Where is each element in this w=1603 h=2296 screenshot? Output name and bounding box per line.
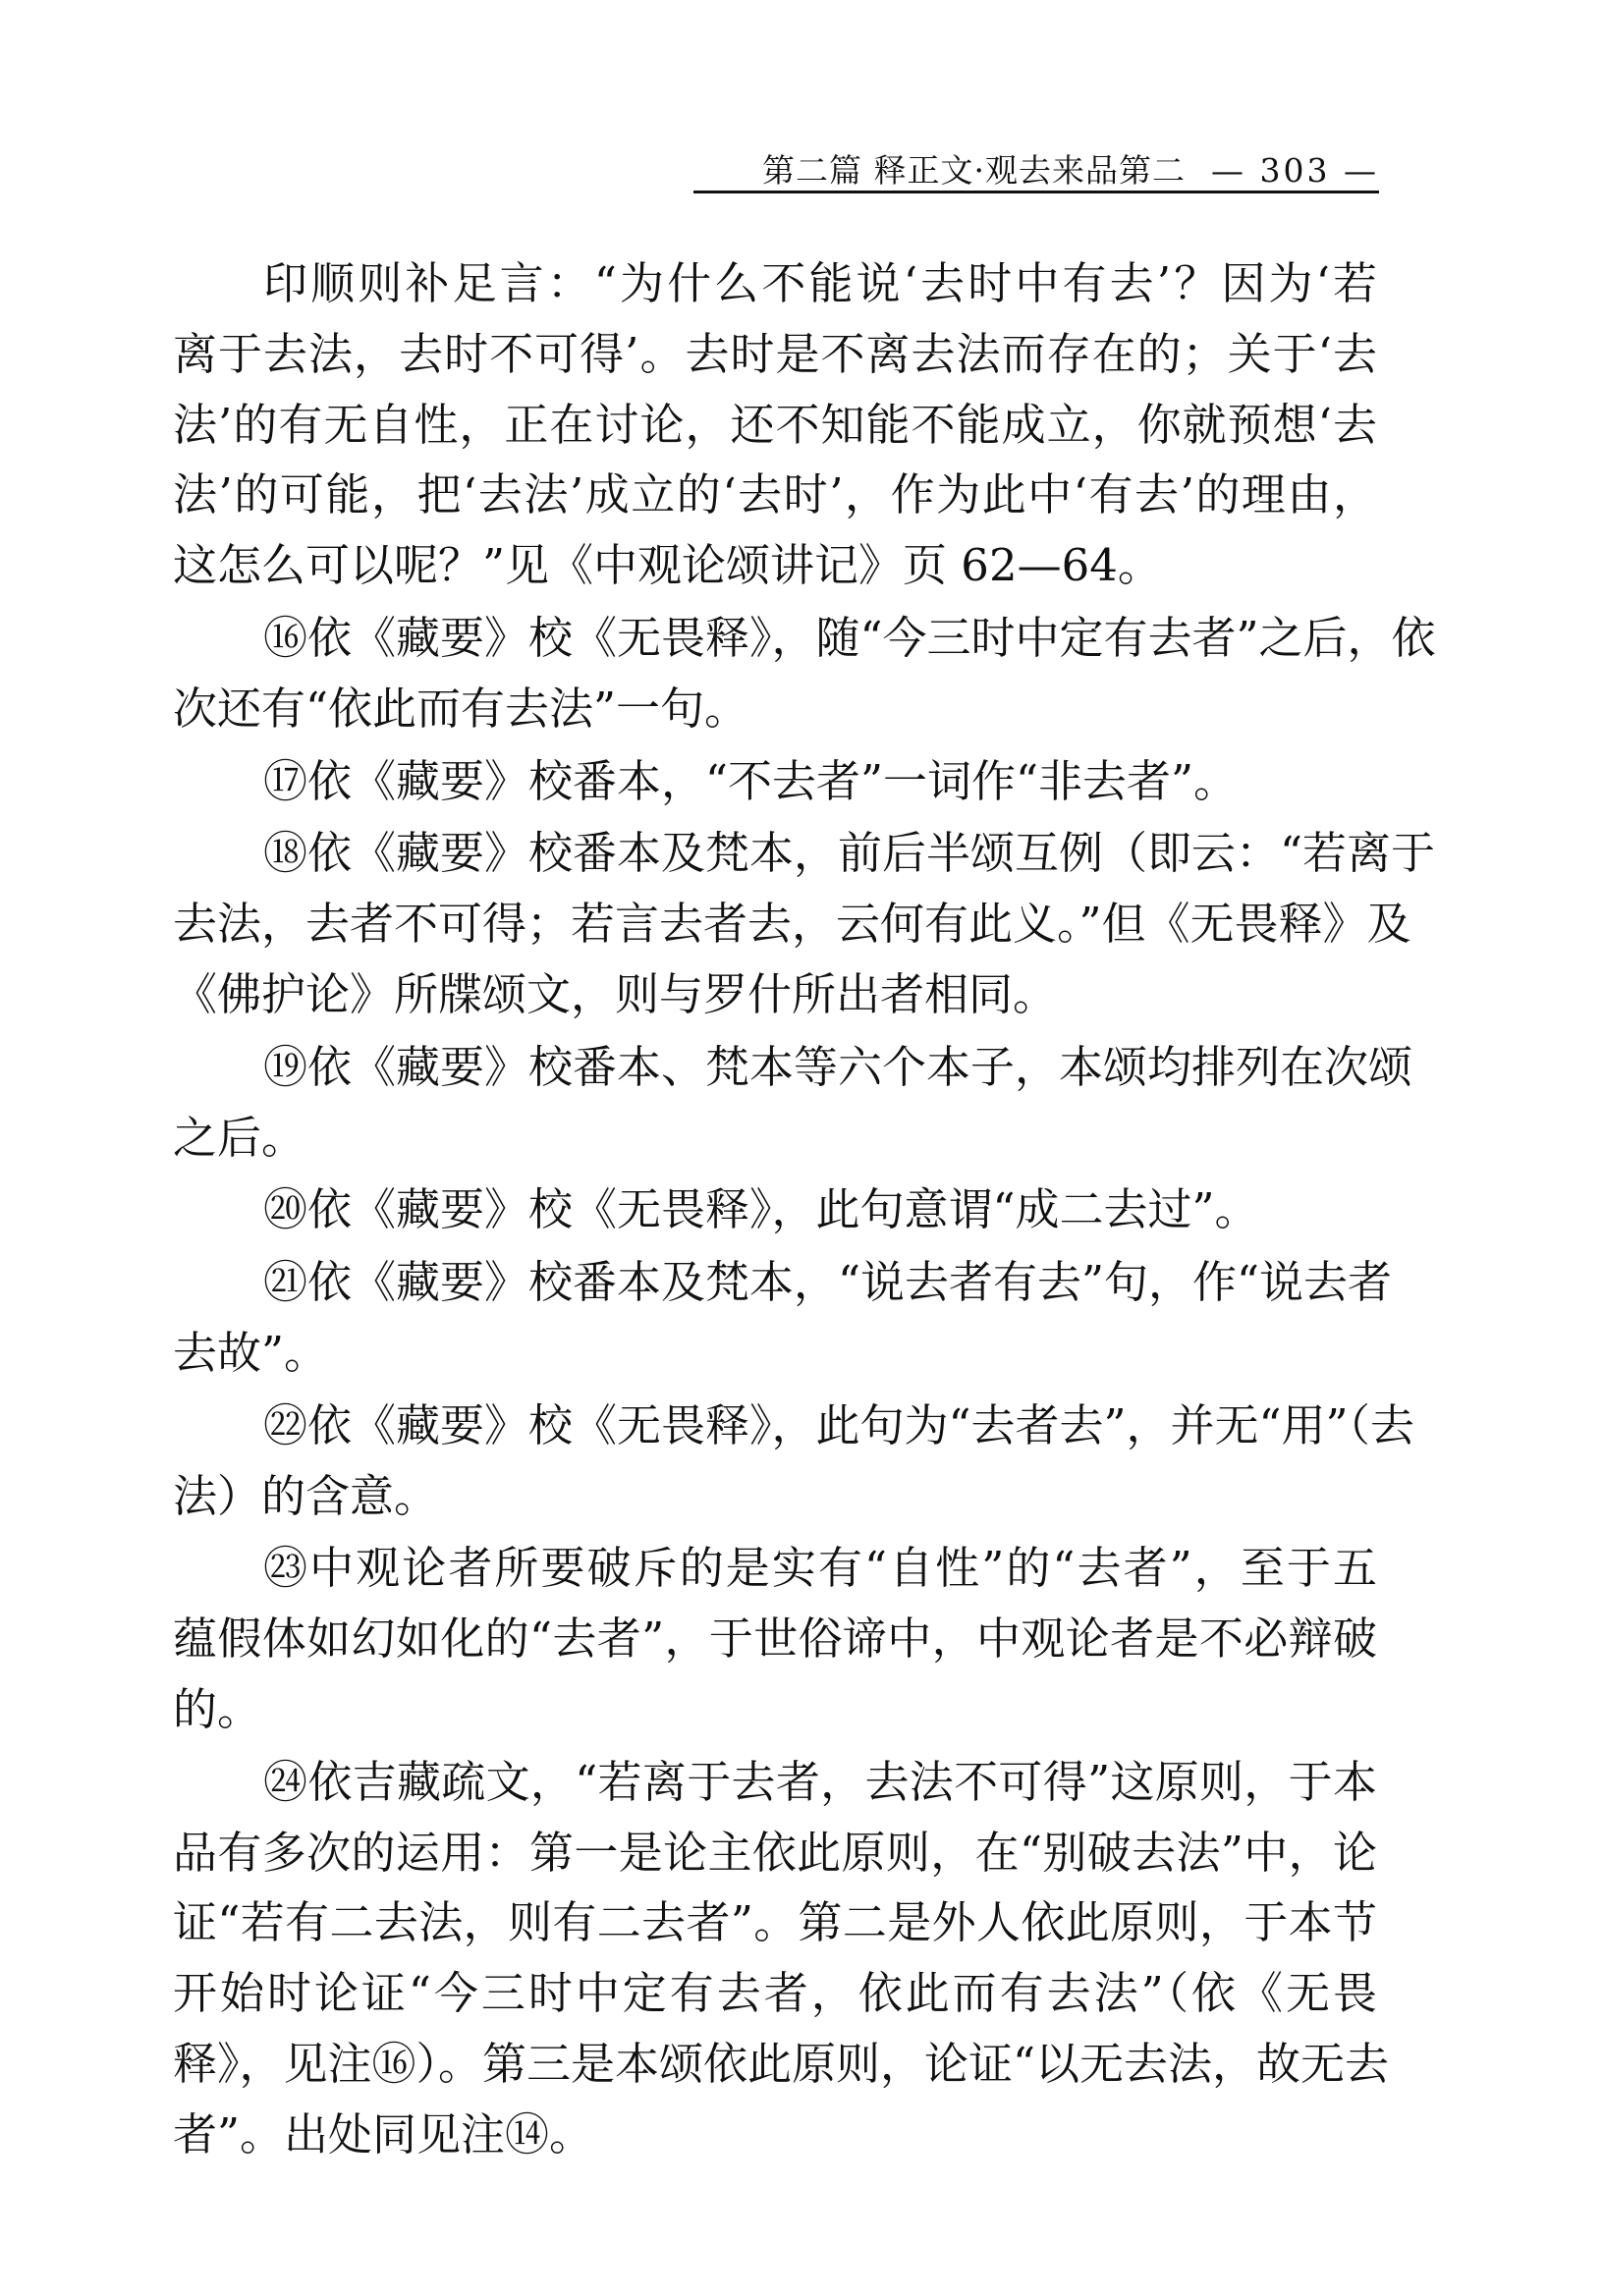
footnote-paragraph — [173, 746, 1377, 817]
footnote-paragraph — [173, 1032, 1413, 1174]
text-line: 法’的有无自性，正在讨论，还不知能不能成立，你就预想‘去 — [173, 398, 1377, 451]
text-line: ㉓中观论者所要破斥的是实有“自性”的“去者”，至于五 — [263, 1542, 1377, 1595]
text-line: 这怎么可以呢？”见《中观论颂讲记》页 62—64。 — [173, 539, 1162, 592]
footnote-paragraph — [173, 1247, 1393, 1389]
footnote-paragraph — [173, 1175, 1377, 1245]
text-line: ⑲依《藏要》校番本、梵本等六个本子，本颂均排列在次颂 — [263, 1040, 1413, 1093]
footnote-paragraph — [173, 1391, 1415, 1532]
page-body — [173, 248, 1436, 2170]
text-line: 《佛护论》所牒颂文，则与罗什所出者相同。 — [173, 967, 1058, 1020]
paragraph — [173, 248, 1377, 601]
text-line: ⑳依《藏要》校《无畏释》，此句意谓“成二去过”。 — [263, 1183, 1259, 1236]
footnote-paragraph — [173, 1747, 1390, 2170]
text-line: 证“若有二去法，则有二去者”。第二是外人依此原则，于本节 — [173, 1896, 1377, 1949]
text-line: 印顺则补足言：“为什么不能说‘去时中有去’？因为‘若 — [263, 257, 1377, 309]
text-line: 之后。 — [173, 1111, 306, 1164]
text-line: 法’的可能，把‘去法’成立的‘去时’，作为此中‘有去’的理由， — [173, 468, 1377, 521]
text-line: ㉑依《藏要》校番本及梵本，“说去者有去”句，作“说去者 — [263, 1256, 1393, 1309]
text-line: ⑱依《藏要》校番本及梵本，前后半颂互例（即云：“若离于 — [263, 827, 1436, 880]
text-line: 法）的含意。 — [173, 1469, 439, 1522]
text-line: 蕴假体如幻如化的“去者”，于世俗谛中，中观论者是不必辩破 — [173, 1613, 1377, 1666]
text-line: 释》，见注⑯）。第三是本颂依此原则，论证“以无去法，故无去 — [173, 2037, 1390, 2090]
text-line: ⑯依《藏要》校《无畏释》，随“今三时中定有去者”之后，依 — [263, 611, 1436, 664]
text-line: ㉒依《藏要》校《无畏释》，此句为“去者去”，并无“用”（去 — [263, 1398, 1415, 1451]
text-line: 去法，去者不可得；若言去者去，云何有此义。”但《无畏释》及 — [173, 898, 1411, 951]
text-line: 离于去法，去时不可得’。去时是不离去法而存在的；关于‘去 — [173, 327, 1377, 380]
text-line: ⑰依《藏要》校番本，“不去者”一词作“非去者”。 — [263, 754, 1239, 807]
text-line: ㉔依吉藏疏文，“若离于去者，去法不可得”这原则，于本 — [263, 1755, 1377, 1808]
page-number: — 303 — — [1211, 151, 1379, 190]
footnote-paragraph — [173, 603, 1436, 744]
text-line: 去故”。 — [173, 1326, 329, 1379]
running-header-title: 第二篇 释正文·观去来品第二 — [762, 151, 1187, 190]
text-line: 次还有“依此而有去法”一句。 — [173, 682, 749, 735]
text-line: 品有多次的运用：第一是论主依此原则，在“别破去法”中，论 — [173, 1826, 1377, 1879]
footnote-paragraph — [173, 1533, 1377, 1744]
running-header — [693, 147, 1379, 193]
text-line: 开始时论证“今三时中定有去者，依此而有去法”（依《无畏 — [173, 1967, 1377, 2020]
text-line: 者”。出处同见注⑭。 — [173, 2107, 594, 2160]
text-line: 的。 — [173, 1682, 262, 1735]
footnote-paragraph — [173, 818, 1436, 1029]
